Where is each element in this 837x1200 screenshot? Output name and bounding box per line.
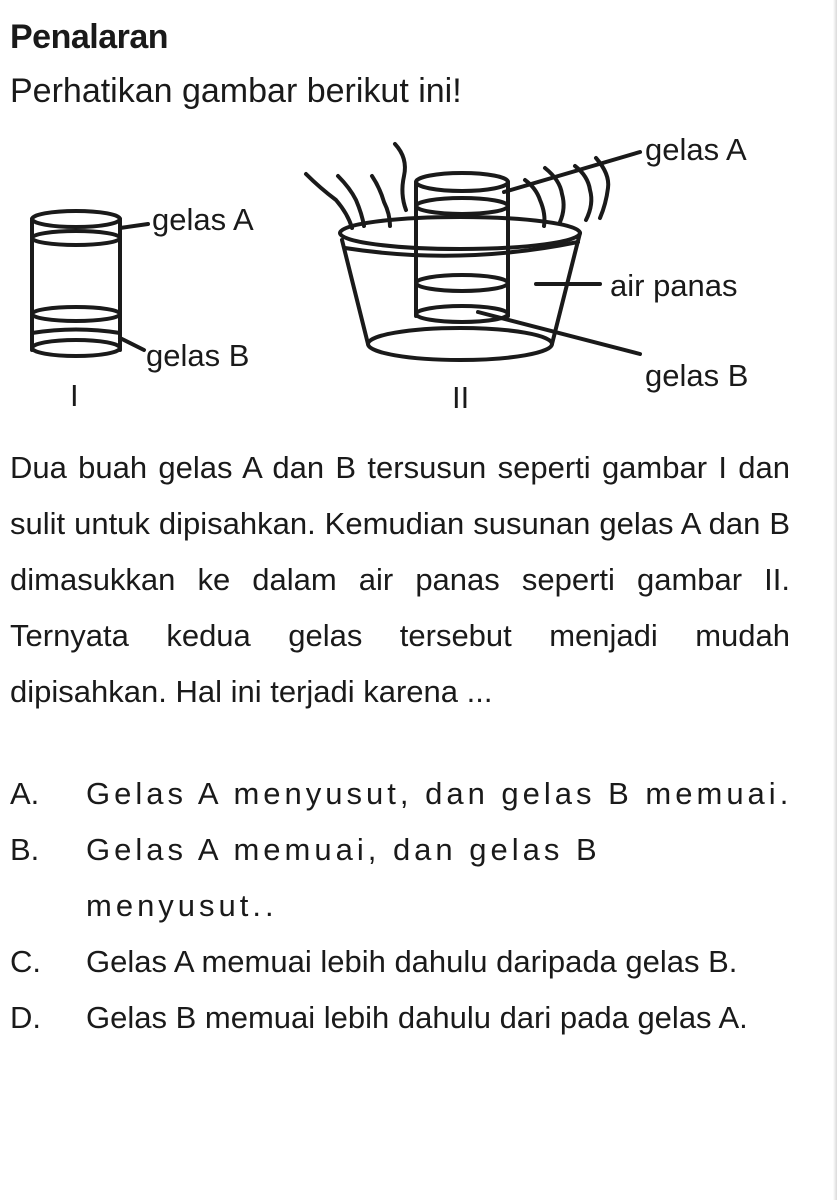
answer-options bbox=[10, 766, 800, 1046]
figure-2-basin bbox=[306, 144, 640, 360]
instruction-text: Perhatikan gambar berikut ini! bbox=[10, 72, 462, 110]
option-text: Gelas A menyusut, dan gelas B memuai. bbox=[86, 776, 793, 811]
label-figure-2: II bbox=[452, 380, 470, 415]
option-text: Gelas A memuai lebih dahulu daripada gelas B. bbox=[86, 944, 738, 979]
section-heading: Penalaran bbox=[10, 18, 169, 56]
option-d[interactable] bbox=[10, 990, 800, 1046]
label-gelas-a-fig2: gelas A bbox=[645, 132, 747, 167]
glass-expansion-figure bbox=[0, 128, 837, 428]
option-a[interactable] bbox=[10, 766, 800, 822]
option-c[interactable] bbox=[10, 934, 800, 990]
label-gelas-a-fig1: gelas A bbox=[152, 202, 254, 237]
page-edge-shadow bbox=[833, 0, 837, 1200]
option-text: Gelas B memuai lebih dahulu dari pada gelas A. bbox=[86, 1000, 748, 1035]
label-gelas-b-fig1: gelas B bbox=[146, 338, 250, 373]
option-letter: C. bbox=[10, 944, 41, 979]
option-letter: B. bbox=[10, 832, 40, 867]
label-air-panas: air panas bbox=[610, 268, 738, 303]
label-figure-1: I bbox=[70, 378, 79, 413]
question-paragraph: Dua buah gelas A dan B tersusun seperti gambar I dan sulit untuk dipisahkan. Kemudian susunan gelas A dan B dimasukkan ke dalam air panas seperti gambar II. Ternyata kedua gelas tersebut menjadi mudah dipisahkan. Hal ini terjadi karena ... bbox=[10, 450, 790, 709]
option-letter: A. bbox=[10, 776, 40, 811]
option-letter: D. bbox=[10, 1000, 41, 1035]
option-b[interactable] bbox=[10, 822, 800, 934]
label-gelas-b-fig2: gelas B bbox=[645, 358, 749, 393]
option-text: Gelas A memuai, dan gelas B menyusut.. bbox=[86, 832, 601, 923]
figure-1-glasses bbox=[32, 211, 148, 356]
